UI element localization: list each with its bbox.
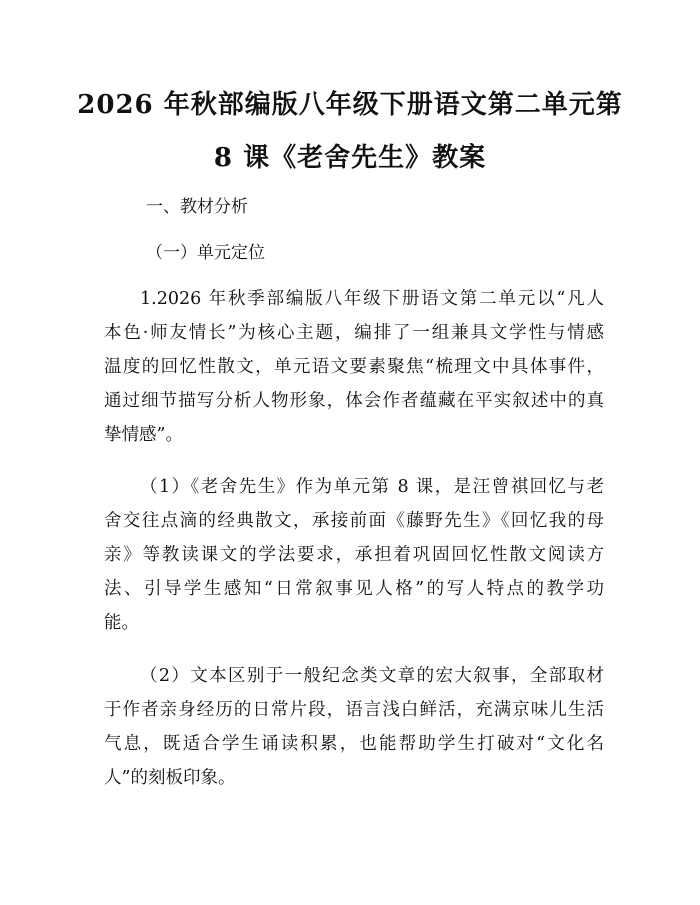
section-heading: 一、教材分析	[146, 197, 248, 217]
document-title-line-2: 8 课《老舍先生》教案	[213, 143, 487, 173]
paragraph-line: 1.2026 年秋季部编版八年级下册语文第二单元以“凡人	[140, 289, 604, 309]
paragraph-3	[104, 659, 604, 795]
paragraph-line: 舍交往点滴的经典散文，承接前面《藤野先生》《回忆我的母	[104, 511, 604, 531]
paragraph-line: （2）文本区别于一般纪念类文章的宏大叙事，全部取材	[140, 666, 604, 686]
paragraph-2	[104, 470, 604, 640]
paragraph-line: 人”的刻板印象。	[104, 768, 236, 788]
paragraph-1	[104, 282, 604, 452]
paragraph-line: 能。	[104, 613, 139, 633]
subsection-heading: （一）单元定位	[146, 243, 265, 263]
paragraph-line: 挚情感”。	[104, 425, 183, 445]
document-title-line-1: 2026 年秋部编版八年级下册语文第二单元第	[77, 90, 623, 120]
paragraph-line: 通过细节描写分析人物形象，体会作者蕴藏在平实叙述中的真	[104, 391, 604, 411]
paragraph-line: 于作者亲身经历的日常片段，语言浅白鲜活，充满京味儿生活	[104, 700, 604, 720]
paragraph-line: 亲》等教读课文的学法要求，承担着巩固回忆性散文阅读方	[104, 545, 604, 565]
paragraph-line: 气息，既适合学生诵读积累，也能帮助学生打破对“文化名	[104, 734, 604, 754]
paragraph-line: （1）《老舍先生》作为单元第 8 课，是汪曾祺回忆与老	[140, 477, 604, 497]
paragraph-line: 温度的回忆性散文，单元语文要素聚焦“梳理文中具体事件，	[104, 357, 604, 377]
paragraph-line: 本色·师友情长”为核心主题，编排了一组兼具文学性与情感	[104, 323, 604, 343]
paragraph-line: 法、引导学生感知“日常叙事见人格”的写人特点的教学功	[104, 579, 604, 599]
